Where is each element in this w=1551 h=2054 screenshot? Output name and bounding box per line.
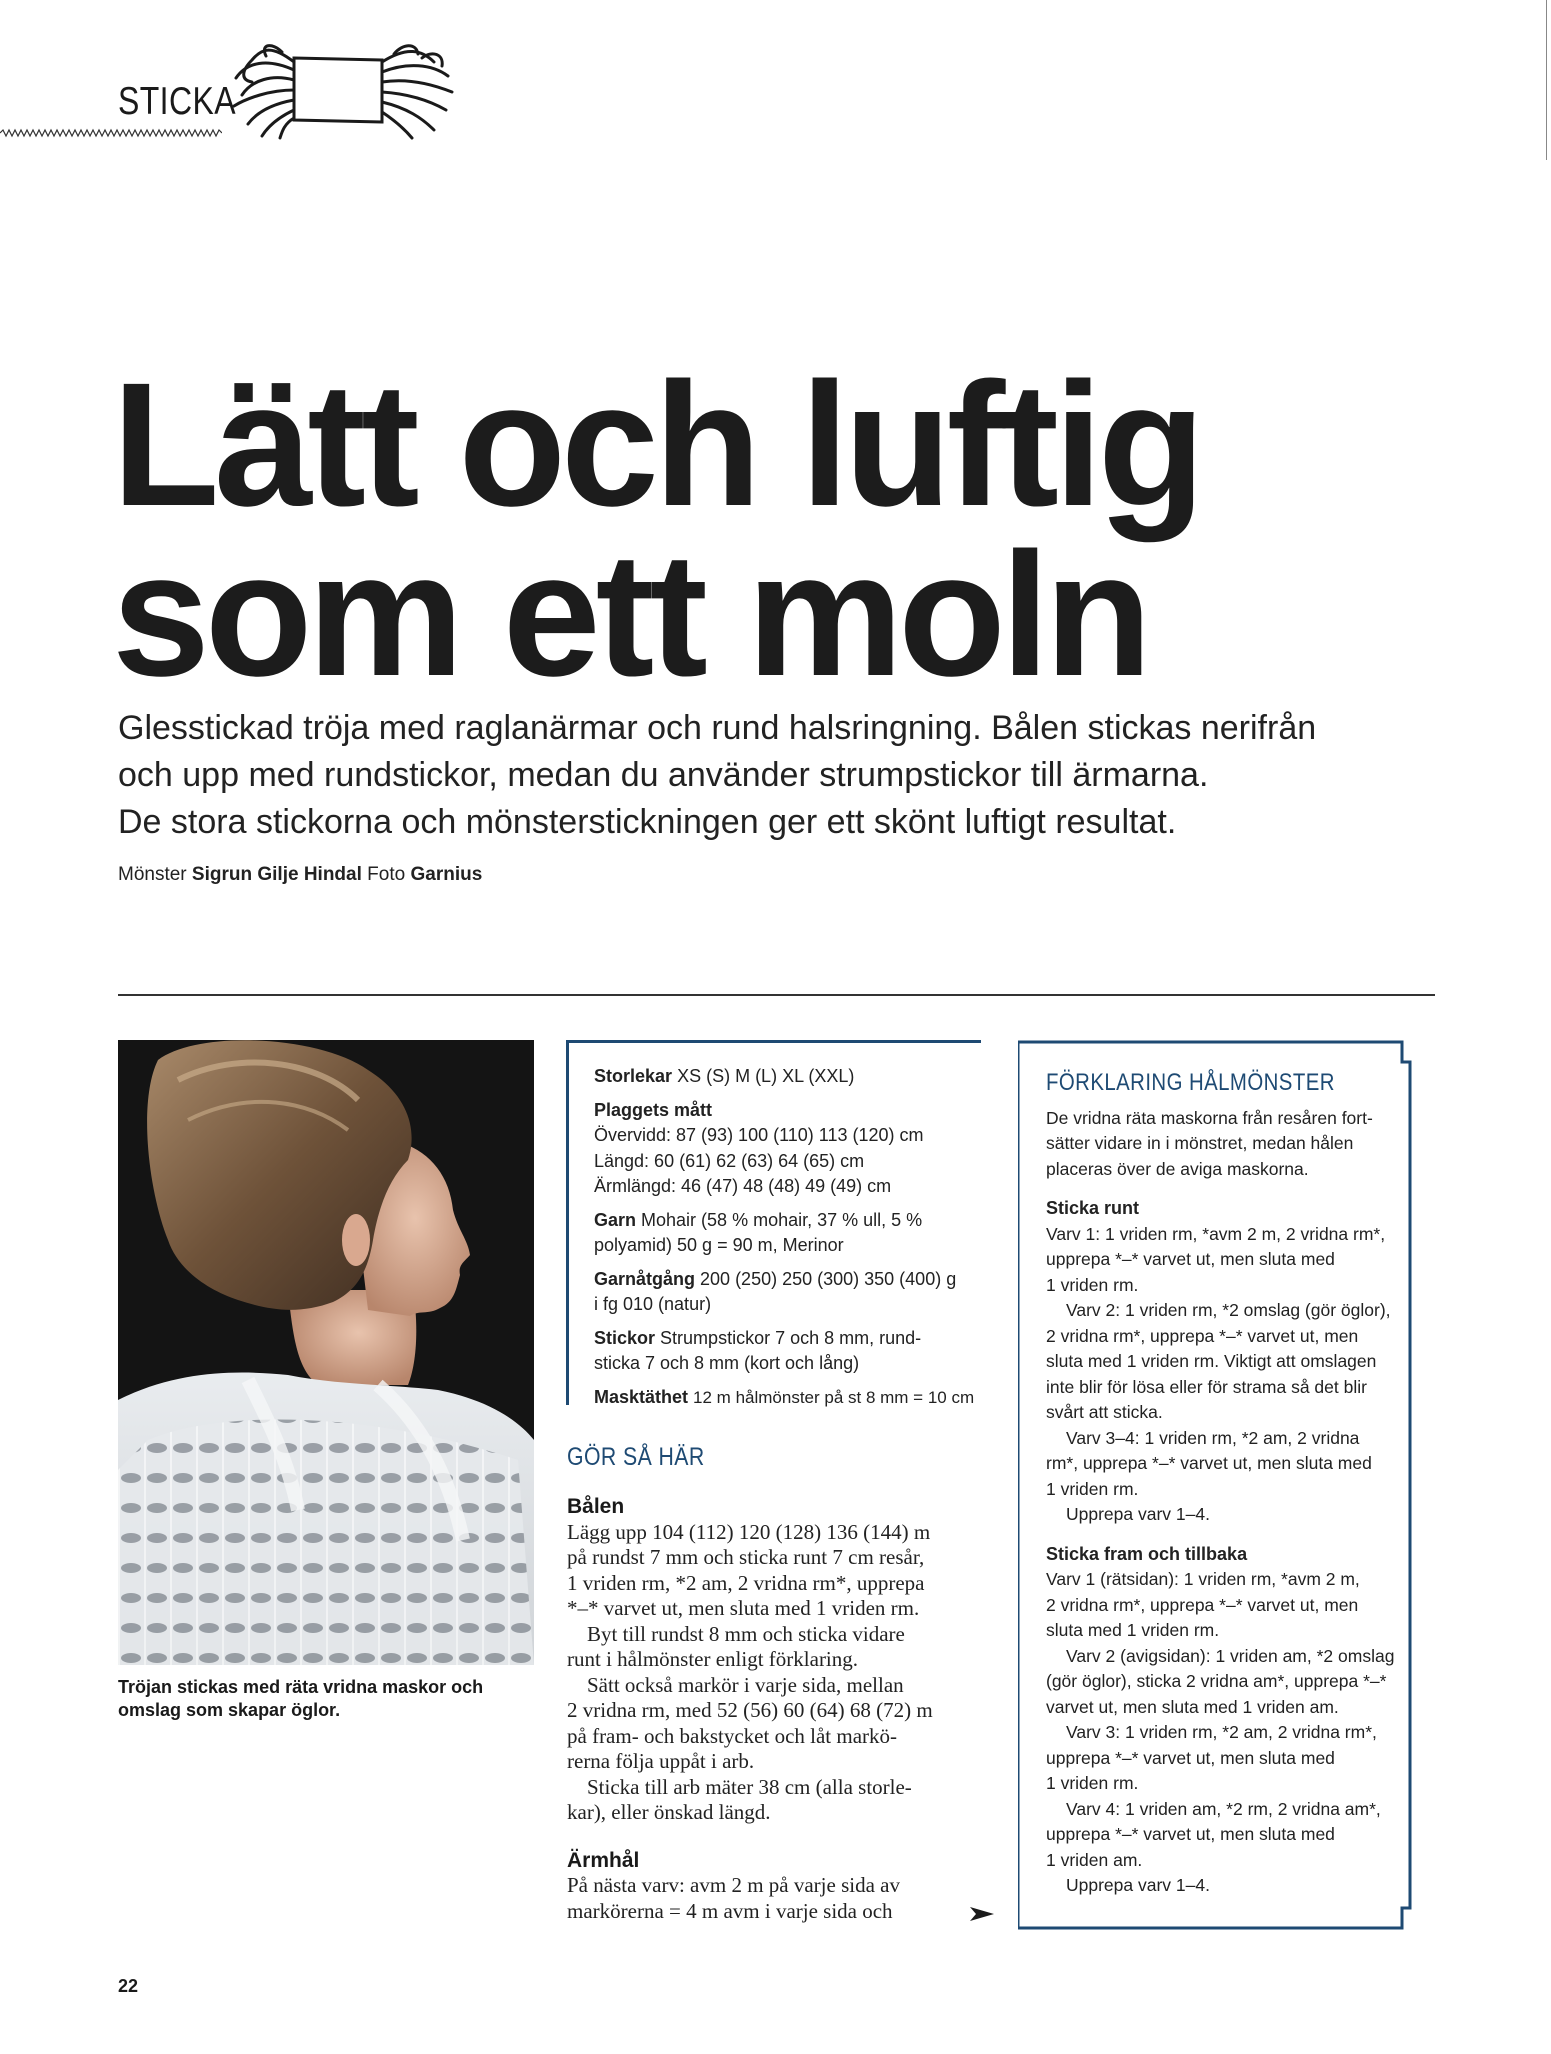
text-line: 1 vriden rm.	[1046, 1274, 1139, 1295]
text-line: upprepa *–* varvet ut, men sluta med	[1046, 1249, 1335, 1269]
spec-sizes-value: XS (S) M (L) XL (XXL)	[677, 1066, 855, 1086]
spec-sizes	[594, 1064, 994, 1090]
pattern-author: Sigrun Gilje Hindal	[191, 864, 362, 885]
spec-measure-length: Längd: 60 (61) 62 (63) 64 (65) cm	[594, 1150, 865, 1171]
text-line: 2 vridna rm, med 52 (56) 60 (64) 68 (72) m	[567, 1698, 933, 1722]
text-line: Upprepa varv 1–4.	[1066, 1504, 1210, 1524]
text-line: Varv 4: 1 vriden am, *2 rm, 2 vridna am*,	[1066, 1798, 1381, 1819]
yarn-skein-icon	[222, 40, 458, 140]
text-line: Varv 2 (avigsidan): 1 vriden am, *2 omslag	[1066, 1645, 1395, 1666]
flat-heading: Sticka fram och tillbaka	[1046, 1543, 1248, 1564]
text-line: Sätt också markör i varje sida, mellan	[587, 1672, 904, 1697]
specs-frame-top	[566, 1040, 981, 1043]
spec-measures	[594, 1098, 994, 1200]
spec-needles	[594, 1326, 994, 1377]
title-line-2: som ett moln	[112, 517, 1148, 713]
text-line: placeras över de aviga maskorna.	[1046, 1158, 1309, 1179]
text-line: *–* varvet ut, men sluta med 1 vriden rm.	[567, 1596, 920, 1620]
continue-arrow-icon	[970, 1906, 994, 1922]
spec-needles-line: sticka 7 och 8 mm (kort och lång)	[594, 1353, 860, 1373]
spec-consumption-line: 200 (250) 250 (300) 350 (400) g	[700, 1268, 957, 1289]
instructions-text	[567, 1494, 997, 1924]
spec-needles-label: Stickor	[594, 1327, 656, 1348]
text-line: på fram- och bakstycket och låt markö-	[567, 1723, 898, 1748]
pattern-explanation	[1046, 1070, 1416, 1899]
caption-line-2: omslag som skapar öglor.	[118, 1700, 341, 1720]
text-line: sluta med 1 vriden rm. Viktigt att omslagen	[1046, 1351, 1377, 1371]
specs-list	[594, 1064, 994, 1418]
spec-yarn-line: Mohair (58 % mohair, 37 % ull, 5 %	[641, 1209, 923, 1230]
spec-gauge-value: 12 m hålmönster på st 8 mm = 10 cm	[693, 1387, 975, 1407]
photo-author: Garnius	[410, 864, 483, 885]
pattern-label: Mönster	[118, 864, 187, 885]
text-line: Varv 1: 1 vriden rm, *avm 2 m, 2 vridna rm*,	[1046, 1223, 1386, 1244]
text-line: rm*, upprepa *–* varvet ut, men sluta med	[1046, 1453, 1372, 1473]
text-line: 1 vriden rm, *2 am, 2 vridna rm*, upprepa	[567, 1570, 925, 1595]
armhole-heading: Ärmhål	[567, 1848, 640, 1872]
spec-needles-line: Strumpstickor 7 och 8 mm, rund-	[660, 1327, 922, 1348]
spec-consumption	[594, 1267, 994, 1318]
text-line: Sticka till arb mäter 38 cm (alla storle-	[587, 1774, 912, 1799]
text-line: upprepa *–* varvet ut, men sluta med	[1046, 1747, 1335, 1768]
text-line: rerna följa uppåt i arb.	[567, 1749, 755, 1773]
text-line: 2 vridna rm*, upprepa *–* varvet ut, men	[1046, 1594, 1359, 1615]
credits	[118, 864, 482, 886]
photo-label: Foto	[367, 864, 406, 885]
spec-measure-sleeve: Ärmlängd: 46 (47) 48 (48) 49 (49) cm	[594, 1176, 892, 1196]
spec-yarn-line: polyamid) 50 g = 90 m, Merinor	[594, 1235, 844, 1255]
text-line: Varv 3: 1 vriden rm, *2 am, 2 vridna rm*,	[1066, 1722, 1377, 1742]
pattern-heading: FÖRKLARING HÅLMÖNSTER	[1046, 1069, 1335, 1096]
horizontal-rule	[118, 994, 1435, 996]
text-line: Varv 3–4: 1 vriden rm, *2 am, 2 vridna	[1066, 1427, 1360, 1448]
text-line: runt i hålmönster enligt förklaring.	[567, 1647, 859, 1671]
specs-frame-left	[566, 1040, 569, 1405]
text-line: Varv 1 (rätsidan): 1 vriden rm, *avm 2 m,	[1046, 1569, 1360, 1589]
page-edge-line	[1546, 0, 1547, 160]
spec-gauge	[594, 1385, 994, 1411]
text-line: Varv 2: 1 vriden rm, *2 omslag (gör öglor),	[1066, 1300, 1391, 1320]
spec-consumption-line: i fg 010 (natur)	[594, 1294, 712, 1314]
zigzag-divider	[0, 128, 222, 138]
spec-measures-label: Plaggets mått	[594, 1099, 713, 1120]
spec-sizes-label: Storlekar	[594, 1066, 673, 1086]
lead-paragraph	[118, 705, 1418, 846]
page-number: 22	[118, 1976, 139, 1996]
spec-measure-chest: Övervidd: 87 (93) 100 (110) 113 (120) cm	[594, 1125, 924, 1145]
text-line: 1 vriden rm.	[1046, 1773, 1139, 1793]
photo-caption	[118, 1676, 528, 1722]
sweater-photo	[118, 1040, 534, 1665]
spec-consumption-label: Garnåtgång	[594, 1268, 696, 1289]
text-line: på rundst 7 mm och sticka runt 7 cm resår,	[567, 1545, 925, 1569]
round-heading: Sticka runt	[1046, 1198, 1140, 1218]
text-line: Upprepa varv 1–4.	[1066, 1875, 1210, 1895]
lead-line-2: och upp med rundstickor, medan du använder strumpstickor till ärmarna.	[118, 756, 1209, 794]
text-line: 2 vridna rm*, upprepa *–* varvet ut, men	[1046, 1325, 1359, 1346]
lead-line-3: De stora stickorna och mönsterstickningen ger ett skönt luftigt resultat.	[118, 803, 1177, 841]
text-line: sätter vidare in i mönstret, medan hålen	[1046, 1133, 1354, 1153]
text-line: Lägg upp 104 (112) 120 (128) 136 (144) m	[567, 1519, 931, 1544]
body-heading: Bålen	[567, 1495, 625, 1518]
text-line: kar), eller önskad längd.	[567, 1800, 771, 1824]
section-label: STICKA	[118, 80, 236, 123]
text-line: upprepa *–* varvet ut, men sluta med	[1046, 1824, 1335, 1844]
title-line-1: Lätt och luftig	[112, 347, 1201, 543]
text-line: varvet ut, men sluta med 1 vriden am.	[1046, 1696, 1339, 1717]
text-line: På nästa varv: avm 2 m på varje sida av	[567, 1873, 900, 1897]
text-line: markörerna = 4 m avm i varje sida och	[567, 1898, 893, 1923]
text-line: 1 vriden rm.	[1046, 1478, 1139, 1499]
text-line: svårt att sticka.	[1046, 1402, 1163, 1422]
page-title	[112, 347, 1201, 713]
text-line: De vridna räta maskorna från resåren fort-	[1046, 1107, 1373, 1128]
instructions-heading: GÖR SÅ HÄR	[567, 1443, 705, 1471]
text-line: sluta med 1 vriden rm.	[1046, 1620, 1220, 1640]
spec-gauge-label: Masktäthet	[594, 1386, 689, 1407]
photo-illustration	[118, 1040, 534, 1665]
caption-line-1: Tröjan stickas med räta vridna maskor och	[118, 1677, 484, 1697]
text-line: (gör öglor), sticka 2 vridna am*, upprepa *–*	[1046, 1671, 1387, 1691]
spec-yarn-label: Garn	[594, 1209, 637, 1230]
text-line: 1 vriden am.	[1046, 1849, 1143, 1870]
spec-yarn	[594, 1208, 994, 1259]
text-line: inte blir för lösa eller för strama så det blir	[1046, 1376, 1367, 1397]
text-line: Byt till rundst 8 mm och sticka vidare	[587, 1621, 905, 1646]
lead-line-1: Glesstickad tröja med raglanärmar och rund halsringning. Bålen stickas nerifrån	[118, 709, 1317, 747]
